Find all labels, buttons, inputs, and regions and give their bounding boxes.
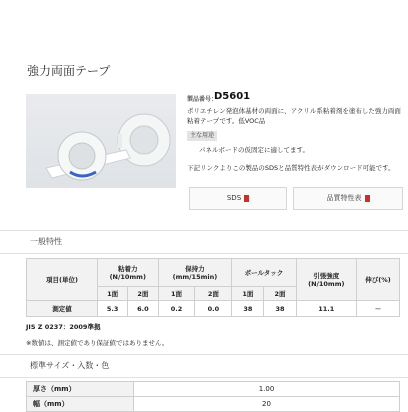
usage-badge: 主な用途 bbox=[187, 131, 217, 141]
size-value: 20 bbox=[134, 397, 400, 412]
sizes-header bbox=[0, 354, 408, 378]
page-title: 強力両面テープ bbox=[27, 64, 111, 78]
footnote: ※数値は、測定値であり保証値ではありません。 bbox=[26, 339, 169, 347]
product-code: D5601 bbox=[214, 91, 251, 102]
quality-sheet-download-button[interactable] bbox=[293, 187, 403, 210]
product-code-label: 製品番号： bbox=[187, 96, 218, 103]
product-description: ポリエチレン発泡体基材の両面に、アクリル系粘着剤を塗布した強力両面粘着テープです。低VOC品 bbox=[187, 107, 401, 125]
sizes-table bbox=[26, 381, 400, 412]
sizes-heading: 標準サイズ・入数・色 bbox=[30, 361, 110, 370]
pdf-icon bbox=[244, 195, 249, 202]
subcol-side1: 1面 bbox=[232, 287, 264, 301]
table-row bbox=[27, 382, 400, 397]
subcol-side2: 2面 bbox=[195, 287, 232, 301]
col-item: 項目(単位) bbox=[27, 259, 98, 301]
col-balltack: ボールタック bbox=[232, 259, 296, 287]
standard-note: JIS Z 0237：2009準拠 bbox=[26, 323, 101, 331]
quality-button-label: 品質特性表 bbox=[326, 194, 362, 202]
value-adhesion-1: 5.3 bbox=[98, 301, 128, 317]
tape-roll-icon bbox=[26, 94, 176, 188]
sds-download-button[interactable] bbox=[189, 187, 287, 210]
subcol-side2: 2面 bbox=[264, 287, 296, 301]
size-label: 厚さ（mm） bbox=[27, 382, 134, 397]
table-row bbox=[27, 397, 400, 412]
col-adhesion: 粘着力 (N/10mm) bbox=[98, 259, 159, 287]
value-balltack-1: 38 bbox=[232, 301, 264, 317]
row-label: 測定値 bbox=[27, 301, 98, 317]
pdf-icon bbox=[365, 195, 370, 202]
value-tensile: 11.1 bbox=[296, 301, 357, 317]
subcol-side2: 2面 bbox=[128, 287, 158, 301]
properties-table bbox=[26, 258, 400, 317]
general-properties-heading: 一般特性 bbox=[30, 237, 62, 246]
value-adhesion-2: 6.0 bbox=[128, 301, 158, 317]
subcol-side1: 1面 bbox=[158, 287, 195, 301]
size-value: 1.00 bbox=[134, 382, 400, 397]
col-tensile: 引張強度 (N/10mm) bbox=[296, 259, 357, 301]
table-row bbox=[27, 301, 400, 317]
size-label: 幅（mm） bbox=[27, 397, 134, 412]
download-note: 下記リンクよりこの製品のSDSと品質特性表がダウンロード可能です。 bbox=[187, 164, 395, 172]
value-balltack-2: 38 bbox=[264, 301, 296, 317]
usage-text: パネルボードの仮固定に適してます。 bbox=[199, 146, 309, 154]
value-holding-1: 0.2 bbox=[158, 301, 195, 317]
value-holding-2: 0.0 bbox=[195, 301, 232, 317]
product-image bbox=[26, 94, 176, 188]
col-elongation: 伸び(%) bbox=[357, 259, 400, 301]
subcol-side1: 1面 bbox=[98, 287, 128, 301]
value-elongation: － bbox=[357, 301, 400, 317]
col-holding: 保持力 (mm/15min) bbox=[158, 259, 232, 287]
general-properties-header bbox=[0, 230, 408, 254]
sds-button-label: SDS bbox=[226, 194, 242, 202]
